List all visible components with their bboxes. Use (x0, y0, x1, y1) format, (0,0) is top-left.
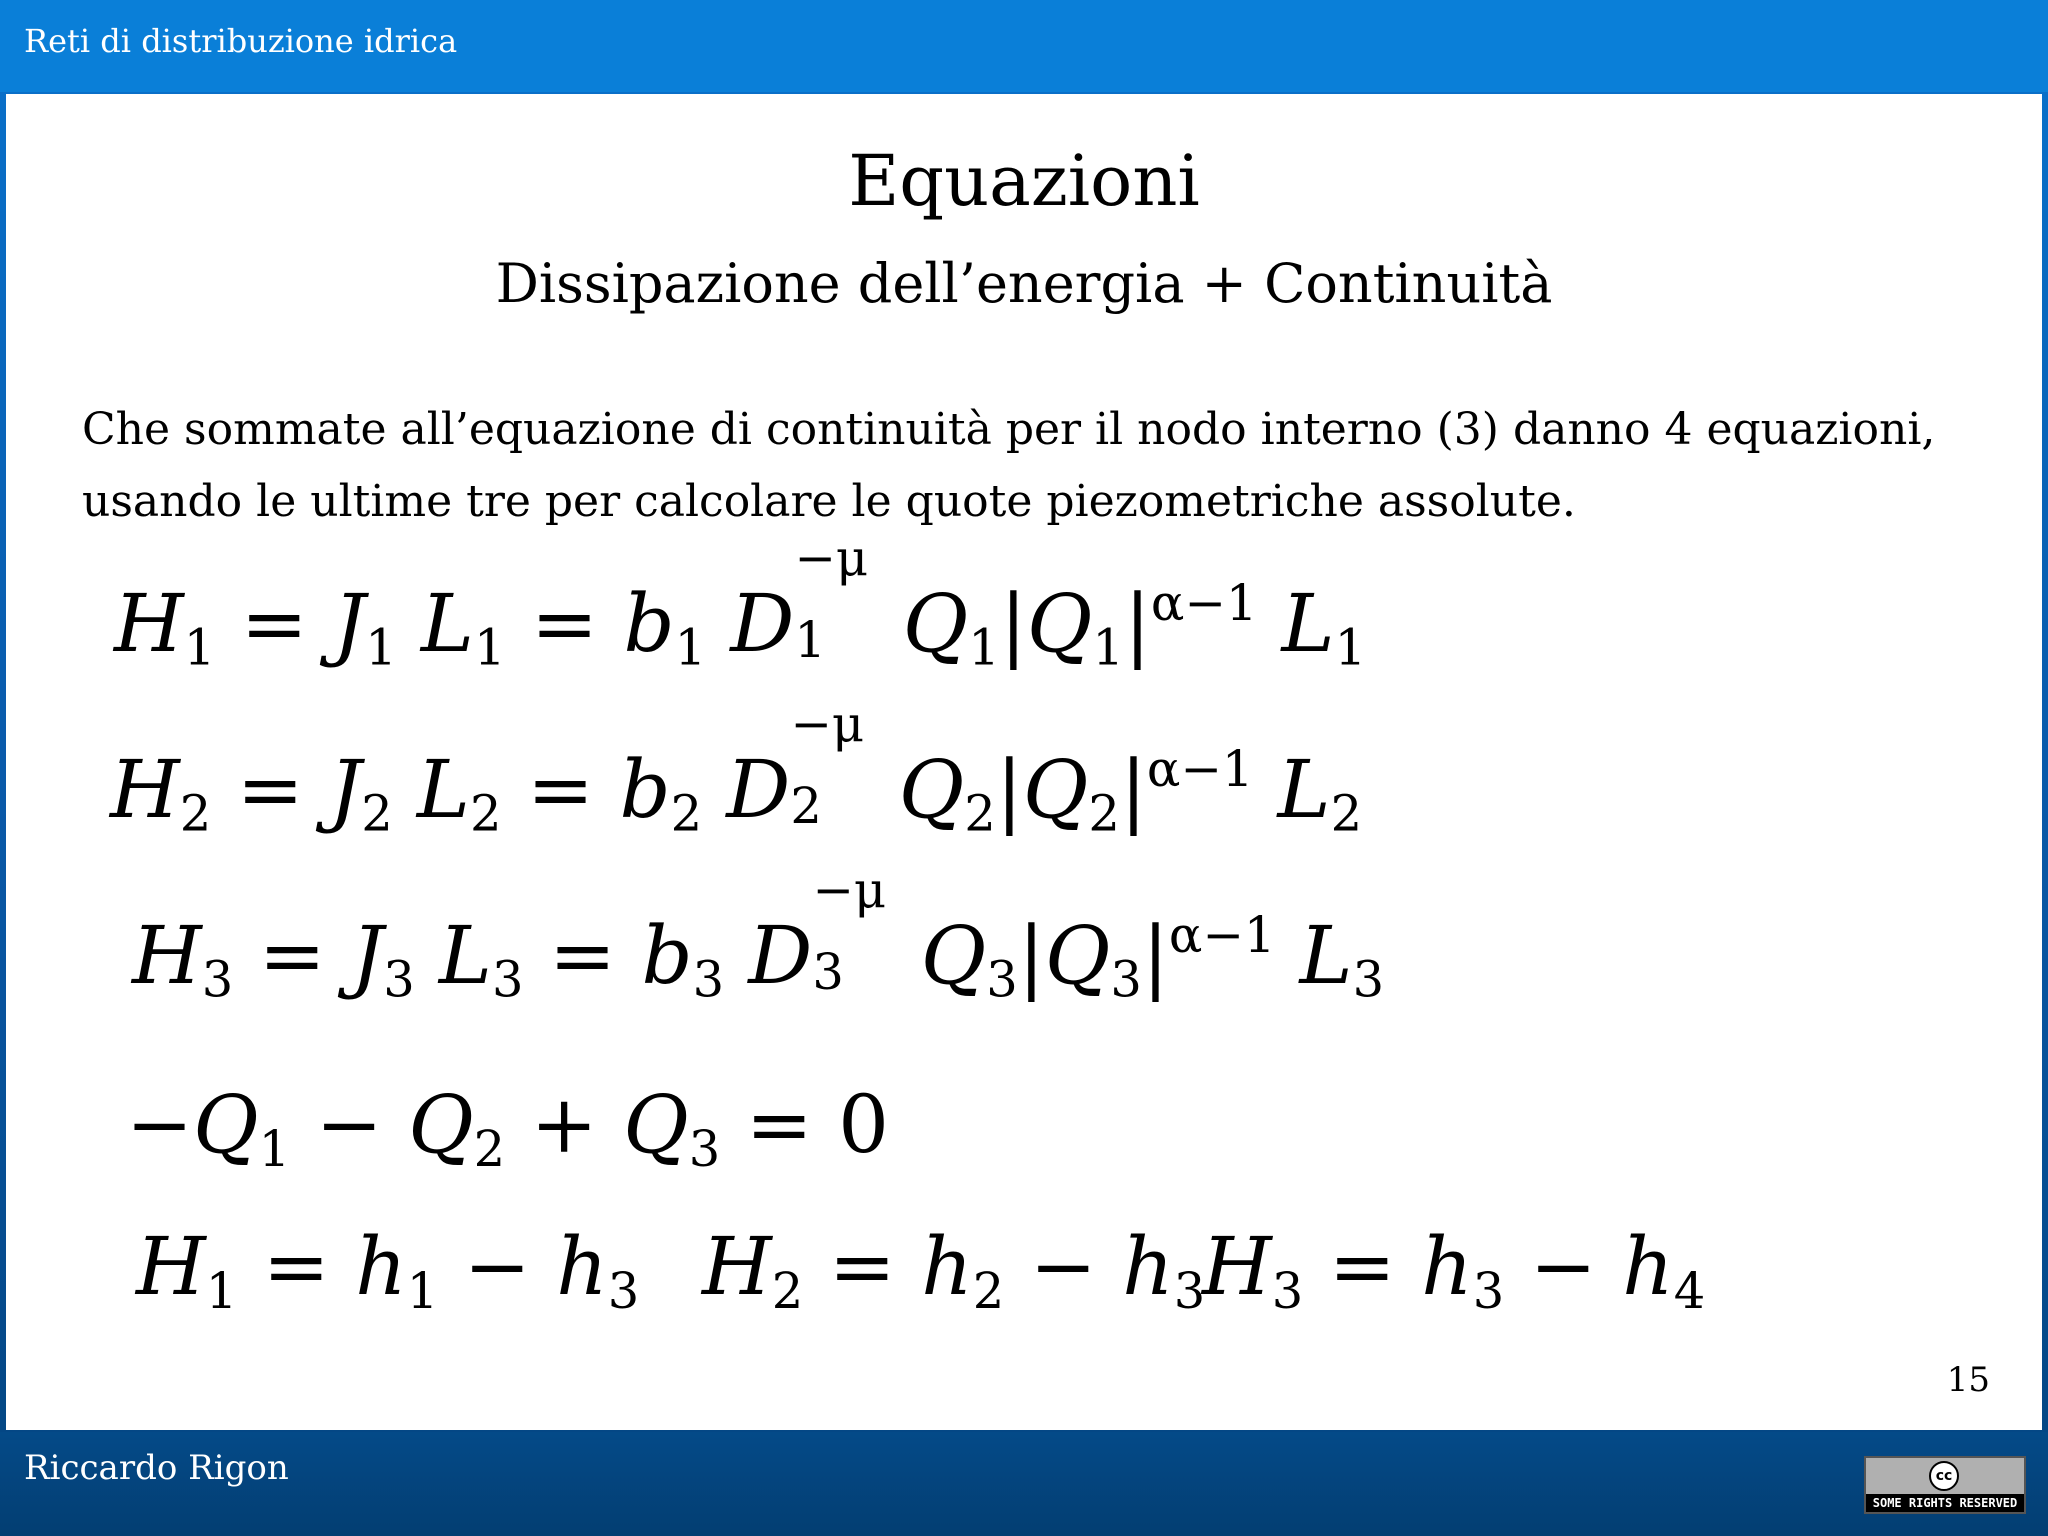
slide-subtitle: Dissipazione dell’energia + Continuità (495, 252, 1553, 315)
equation-head-1: $H_1 = h_1 - h_3$ (136, 1220, 640, 1320)
cc-license-text: SOME RIGHTS RESERVED (1866, 1494, 2024, 1512)
header-bar (0, 0, 2048, 92)
equation-head-3: $H_3 = h_3 - h_4$ (1202, 1220, 1706, 1320)
header-title: Reti di distribuzione idrica (24, 22, 458, 60)
equation-continuity: $-Q_1 - Q_2 + Q_3 = 0$ (126, 1078, 890, 1178)
cc-license-badge[interactable] (1864, 1456, 2026, 1514)
equation-head-2: $H_2 = h_2 - h_3$ (702, 1220, 1206, 1320)
slide-title: Equazioni (848, 140, 1200, 222)
equation-2: $H_2 = J_2$ $L_2 = b_2$ D −μ 2 $Q_2|Q_2|^{\alpha-1}$ $L_2$ (110, 695, 1363, 843)
cc-icon: cc (1929, 1461, 1959, 1491)
equation-1: $H_1 = J_1$ $L_1 = b_1$ D −μ 1 $Q_1|Q_1|^{\alpha-1}$ $L_1$ (114, 529, 1367, 677)
slide-paragraph: Che sommate all’equazione di continuità per il nodo interno (3) danno 4 equazioni, usando le ultime tre per calcolare le quote piezometriche assolute. (82, 404, 1936, 527)
equation-3: $H_3 = J_3$ $L_3 = b_3$ D −μ 3 $Q_3|Q_3|^{\alpha-1}$ $L_3$ (132, 861, 1385, 1009)
slide-content (6, 94, 2042, 1430)
footer-bar (0, 1432, 2048, 1536)
footer-author: Riccardo Rigon (24, 1448, 289, 1488)
page-number: 15 (1946, 1360, 1990, 1400)
